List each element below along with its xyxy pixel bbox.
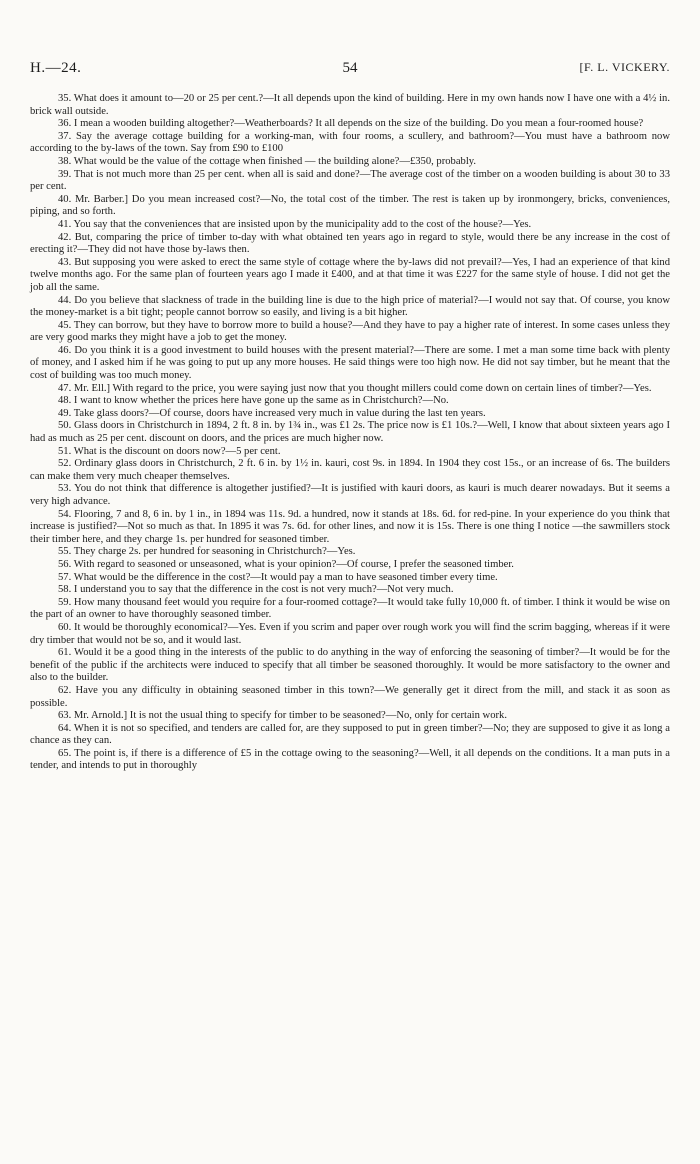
page-number: 54 (342, 60, 358, 76)
paragraph: 60. It would be thoroughly economical?—Yes. Even if you scrim and paper over rough work you will find the scrim bagging, whereas if it were dry timber that would not be so, and it would last. (30, 621, 670, 646)
report-reference: H.—24. (30, 60, 82, 76)
paragraph: 51. What is the discount on doors now?—5 per cent. (58, 445, 281, 457)
paragraph: 42. But, comparing the price of timber to-day with what obtained ten years ago in regard to style, would there be any increase in the cost of erecting it?—They did not have those by-laws then. (30, 231, 670, 256)
paragraph: 50. Glass doors in Christchurch in 1894, 2 ft. 8 in. by 1¾ in., was £1 2s. The price now is £1 10s.?—Well, I know that about sixteen years ago I had as much as 25 per cent. discount on doors, and the prices are much higher now. (30, 420, 670, 445)
paragraph: 45. They can borrow, but they have to borrow more to build a house?—And they have to pay a higher rate of interest. In some cases unless they are very good marks they might have a job to get the money. (30, 319, 670, 344)
paragraph: 48. I want to know whether the prices here have gone up the same as in Christchurch?—No. (58, 395, 449, 407)
paragraph: 54. Flooring, 7 and 8, 6 in. by 1 in., in 1894 was 11s. 9d. a hundred, now it stands at 18s. 6d. for red-pine. In your experience do you think that increase is justified?—Not so much as that. In 1895 it was 7s. 6d. for other lines, and now it is 15s. There is one thing I notice —the sawmillers stock their timber here, and they charge 1s. per hundred for seasoned timber. (30, 508, 670, 545)
paragraph: 44. Do you believe that slackness of trade in the building line is due to the high price of material?—I would not say that. Of course, you know the money-market is a bit tight; people cannot borrow so easily, and living is a bit higher. (30, 294, 670, 319)
paragraph: 65. The point is, if there is a difference of £5 in the cottage owing to the seasoning?—Well, it all depends on the conditions. It a man puts in a tender, and intends to put in thoroughly (30, 747, 670, 772)
paragraph: 62. Have you any difficulty in obtaining seasoned timber in this town?—We generally get it direct from the mill, and stack it as soon as possible. (30, 684, 670, 709)
paragraph: 57. What would be the difference in the cost?—It would pay a man to have seasoned timber every time. (58, 571, 498, 583)
paragraph: 64. When it is not so specified, and tenders are called for, are they supposed to put in green timber?—No; they are supposed to give it as long a chance as they can. (30, 722, 670, 747)
paragraph: 53. You do not think that difference is altogether justified?—It is justified with kauri doors, as kauri is much dearer nowadays. But it seems a very high advance. (30, 483, 670, 507)
paragraph: 52. Ordinary glass doors in Christchurch, 2 ft. 6 in. by 1½ in. kauri, cost 9s. in 1894. In 1904 they cost 15s., or an increase of 6s. The builders can make them very much cheaper themselves. (30, 458, 670, 482)
paragraph: 40. Mr. Barber.] Do you mean increased cost?—No, the total cost of the timber. The rest is taken up by ironmongery, bricks, conveniences, piping, and so forth. (30, 193, 670, 218)
paragraph: 37. Say the average cottage building for a working-man, with four rooms, a scullery, and bathroom?—You must have a bathroom now according to the by-laws of the town. Say from £90 to £100 (30, 130, 670, 155)
paragraph: 63. Mr. Arnold.] It is not the usual thing to specify for timber to be seasoned?—No, only for certain work. (58, 710, 507, 722)
evidence-text (30, 93, 670, 773)
paragraph: 59. How many thousand feet would you require for a four-roomed cottage?—It would take fully 10,000 ft. of timber. I think it would be wise on the part of an owner to have thoroughly seasoned timber. (30, 596, 670, 621)
paragraph: 55. They charge 2s. per hundred for seasoning in Christchurch?—Yes. (58, 546, 356, 558)
paragraph: 41. You say that the conveniences that are insisted upon by the municipality add to the cost of the house?—Yes. (58, 218, 532, 230)
page-header (30, 60, 670, 82)
paragraph: 43. But supposing you were asked to erect the same style of cottage where the by-laws did not prevail?—Yes, I had an experience of that kind twelve months ago. For the same plan of fourteen years ago I made it £400, and at that time it was £227 for the same style of house. I did not get the job all the same. (30, 256, 670, 293)
paragraph: 35. What does it amount to—20 or 25 per cent.?—It all depends upon the kind of building. Here in my own hands now I have one with a 4½ in. brick wall outside. (30, 93, 670, 117)
paragraph: 46. Do you think it is a good investment to build houses with the present material?—There are some. I met a man some time back with plenty of money, and I asked him if he was going to put up any more houses. He said things were too high now. He did not say timber, but he meant that the cost of building was too much money. (30, 344, 670, 382)
paragraph: 56. With regard to seasoned or unseasoned, what is your opinion?—Of course, I prefer the seasoned timber. (58, 558, 514, 570)
paragraph: 38. What would be the value of the cottage when finished — the building alone?—£350, probably. (58, 155, 477, 167)
paragraph: 39. That is not much more than 25 per cent. when all is said and done?—The average cost of the timber on a wooden building is about 30 to 33 per cent. (30, 168, 670, 193)
paragraph: 36. I mean a wooden building altogether?—Weatherboards? It all depends on the size of the building. Do you mean a four-roomed house? (58, 118, 644, 130)
paragraph: 61. Would it be a good thing in the interests of the public to do anything in the way of enforcing the seasoning of timber?—It would be for the benefit of the public if the architects were induced to specify that all timber be seasoned thoroughly. It would be more satisfactory to the owner and also to the builder. (30, 647, 670, 684)
witness-name: [F. L. VICKERY. (579, 60, 670, 74)
paragraph: 47. Mr. Ell.] With regard to the price, you were saying just now that you thought millers could come down on certain lines of timber?—Yes. (58, 382, 652, 394)
paragraph: 58. I understand you to say that the difference in the cost is not very much?—Not very much. (58, 584, 454, 596)
paragraph: 49. Take glass doors?—Of course, doors have increased very much in value during the last ten years. (58, 407, 486, 419)
